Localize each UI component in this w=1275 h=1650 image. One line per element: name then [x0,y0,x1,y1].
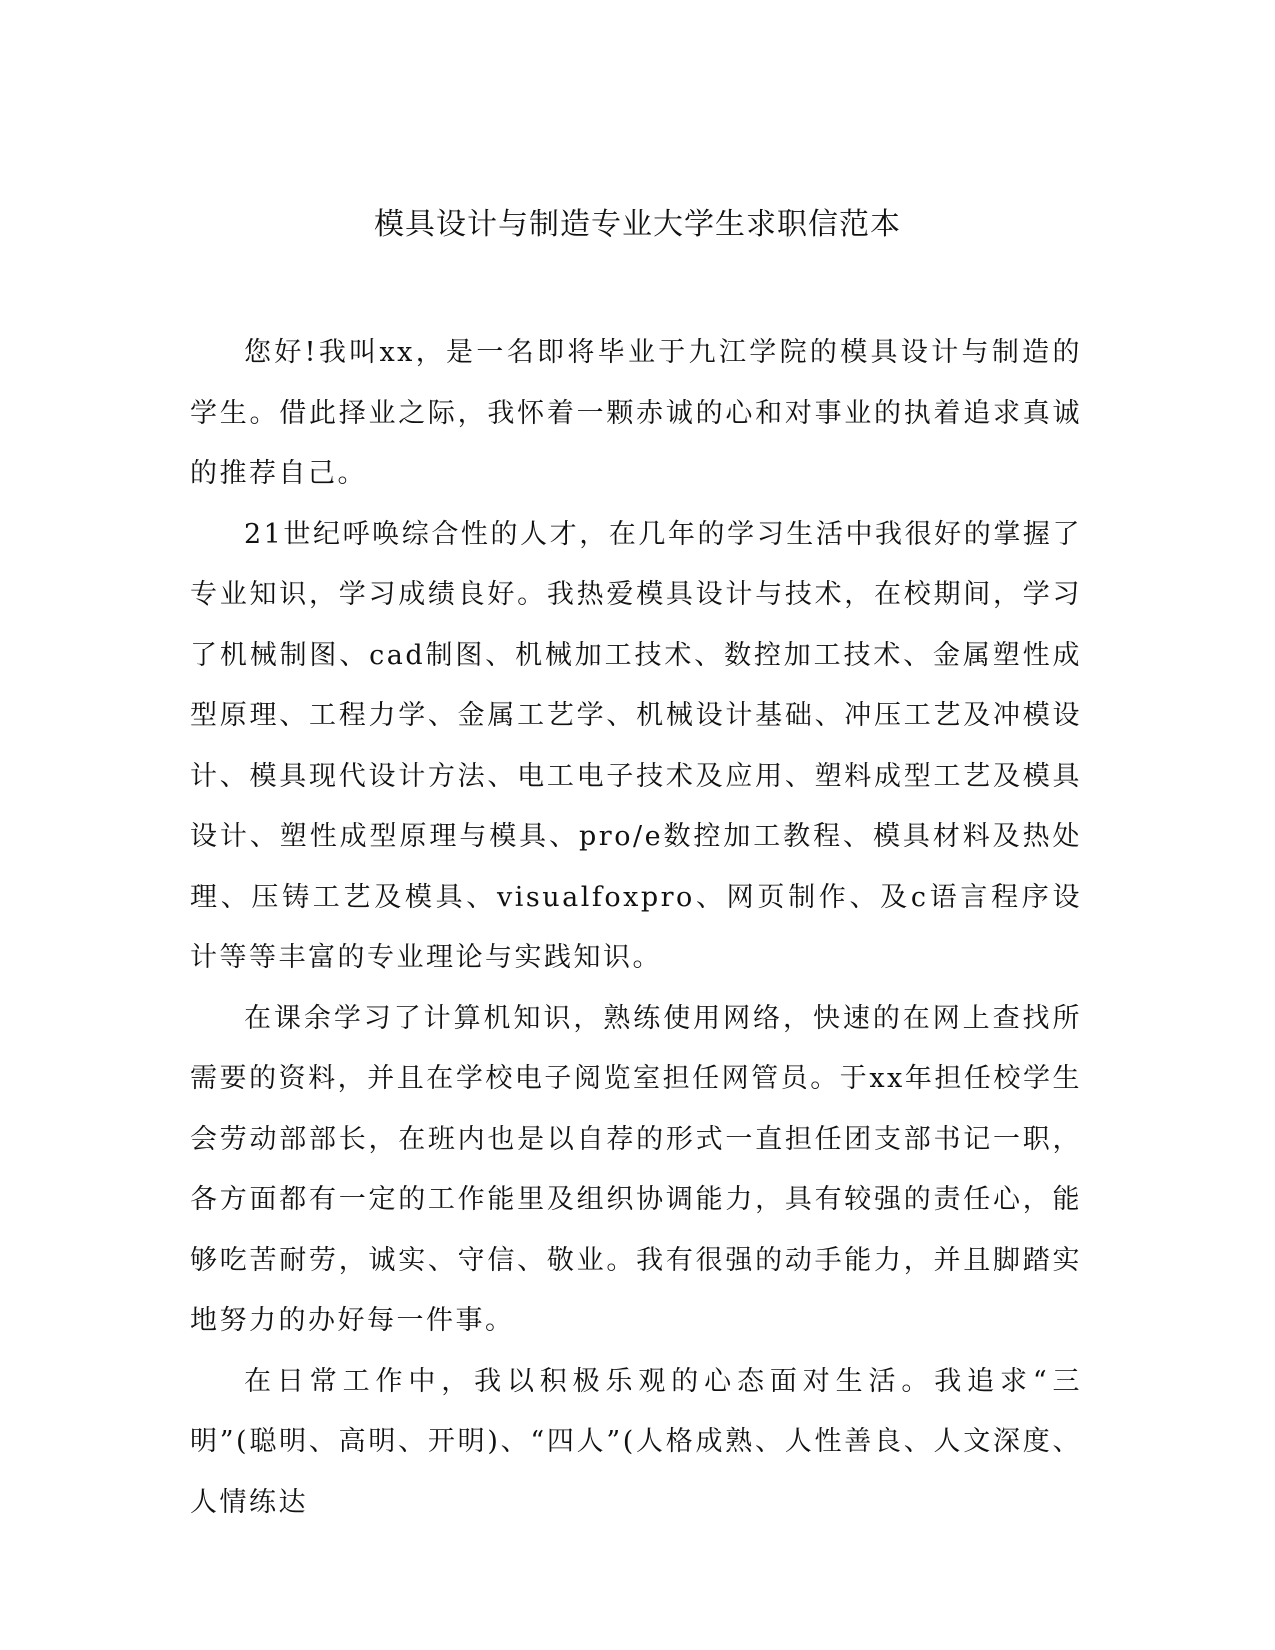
paragraph-greeting: 您好!我叫xx，是一名即将毕业于九江学院的模具设计与制造的学生。借此择业之际，我怀着一颗赤诚的心和对事业的执着追求真诚的推荐自己。 [190,337,1082,489]
document-body [190,323,1082,1533]
paragraph-extracurricular: 在课余学习了计算机知识，熟练使用网络，快速的在网上查找所需要的资料，并且在学校电子阅览室担任网管员。于xx年担任校学生会劳动部部长，在班内也是以自荐的形式一直担任团支部书记一职，各方面都有一定的工作能里及组织协调能力，具有较强的责任心，能够吃苦耐劳，诚实、守信、敬业。我有很强的动手能力，并且脚踏实地努力的办好每一件事。 [190,1002,1082,1336]
paragraph-education: 21世纪呼唤综合性的人才，在几年的学习生活中我很好的掌握了专业知识，学习成绩良好。我热爱模具设计与技术，在校期间，学习了机械制图、cad制图、机械加工技术、数控加工技术、金属塑性成型原理、工程力学、金属工艺学、机械设计基础、冲压工艺及冲模设计、模具现代设计方法、电工电子技术及应用、塑料成型工艺及模具设计、塑性成型原理与模具、pro/e数控加工教程、模具材料及热处理、压铸工艺及模具、visualfoxpro、网页制作、及c语言程序设计等等丰富的专业理论与实践知识。 [190,518,1082,973]
document-title: 模具设计与制造专业大学生求职信范本 [374,207,901,242]
paragraph-attitude: 在日常工作中，我以积极乐观的心态面对生活。我追求“三明”(聪明、高明、开明)、“四人”(人格成熟、人性善良、人文深度、人情练达 [190,1365,1082,1518]
